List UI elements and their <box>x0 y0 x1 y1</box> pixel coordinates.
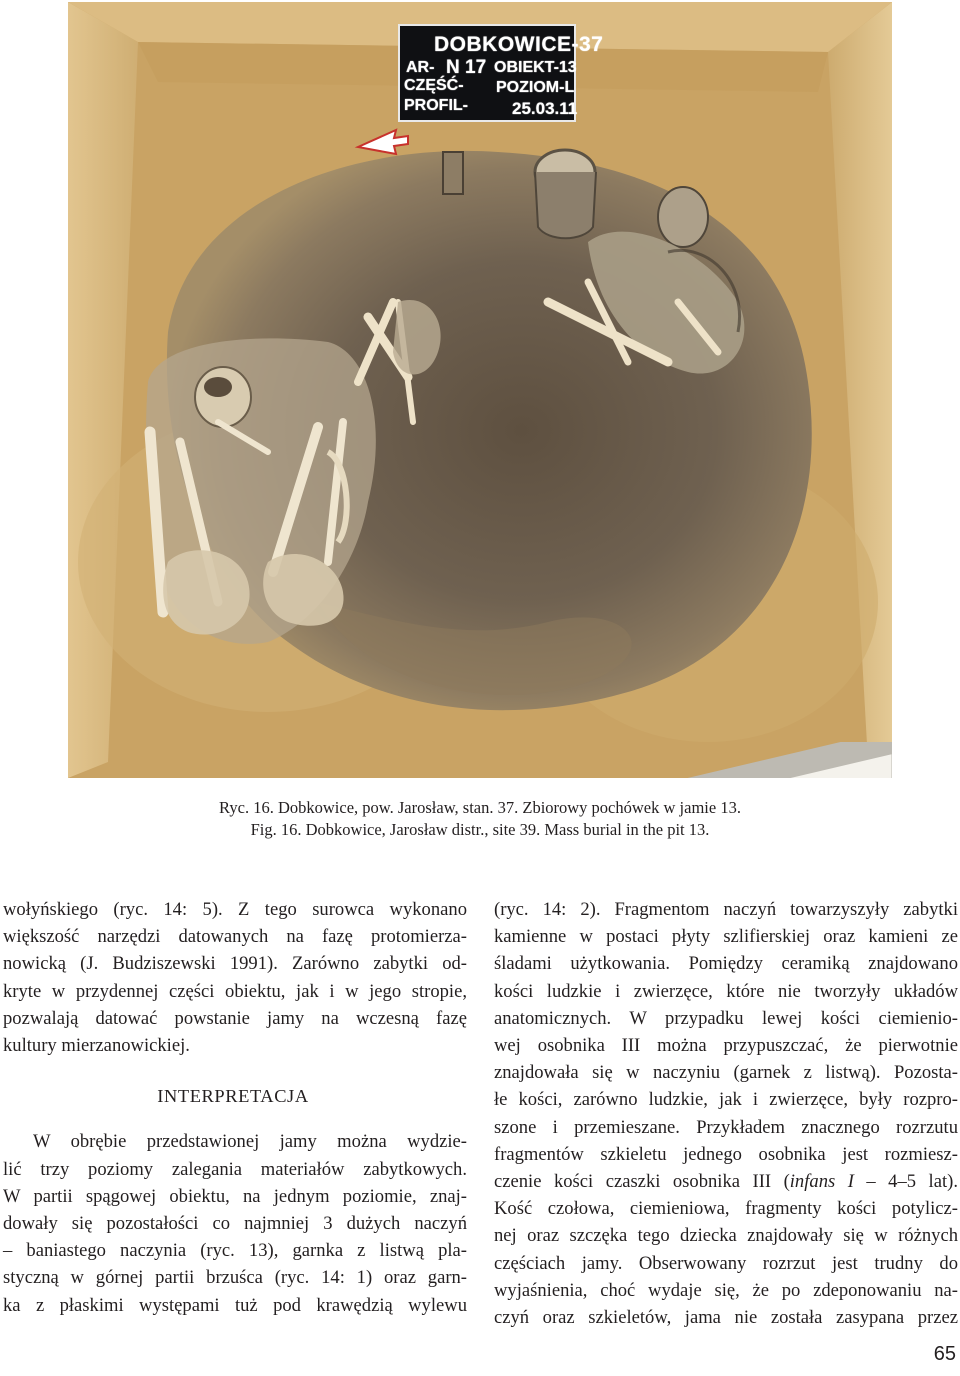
board-date: 25.03.11 <box>512 99 578 118</box>
figure-caption-polish: Ryc. 16. Dobkowice, pow. Jarosław, stan. 37. Zbiorowy pochówek w jamie 13. <box>219 798 741 817</box>
text-line: znajdowała się w naczyniu (garnek z listwą). Pozosta- <box>494 1062 958 1084</box>
text-line: fragmentów szkieletu jednego osobnika jest rozmiesz- <box>494 1143 958 1165</box>
text-line: pozwalają datować powstanie jamy na wczesną fazę <box>3 1007 467 1029</box>
text-segment: czenie kości czaszki osobnika III ( <box>494 1171 790 1193</box>
text-line: większość narzędzi datowanych na fazę protomierza- <box>3 926 467 948</box>
board-category: AR- <box>406 59 435 76</box>
page-number: 65 <box>933 1343 956 1365</box>
text-line: łe kości, zarówno ludzkie, jak i zwierzęce, były rozpro- <box>494 1089 958 1111</box>
text-line: kości ludzkie i zwierzęce, które nie tworzyły układów <box>494 980 958 1002</box>
text-line: wej osobnika III można przypuszczać, że pierwotnie <box>494 1035 958 1057</box>
text-column-right <box>494 896 958 1331</box>
text-line: styczną w górnej partii brzuśca (ryc. 14: 1) oraz garn- <box>3 1267 467 1289</box>
text-line: (ryc. 14: 2). Fragmentom naczyń towarzyszyły zabytki <box>494 899 958 920</box>
italic-term: infans I <box>789 1171 854 1193</box>
text-column-left <box>3 896 467 1319</box>
text-line: W obrębie przedstawionej jamy można wydzie- <box>33 1131 467 1153</box>
measuring-scale <box>68 742 892 778</box>
text-line: częściach jamy. Obserwowany rozrzut jest trudny do <box>494 1252 958 1274</box>
figure-caption-english: Fig. 16. Dobkowice, Jarosław distr., site 39. Mass burial in the pit 13. <box>250 820 710 839</box>
text-line: wołyńskiego (ryc. 14: 5). Z tego surowca wykonano <box>3 899 467 920</box>
excavation-photo <box>68 2 892 778</box>
text-segment: – 4–5 lat). <box>853 1171 958 1193</box>
text-line: – baniastego naczynia (ryc. 13), garnka z listwą pla- <box>3 1240 467 1262</box>
text-line: Kość czołowa, ciemieniowa, fragmenty kości potylicz- <box>494 1198 958 1220</box>
text-line: dowały się pozostałości co najmniej 3 dużych naczyń <box>3 1213 467 1235</box>
board-part: CZĘŚĆ- <box>404 77 464 94</box>
text-line: kultury mierzanowickiej. <box>3 1035 190 1057</box>
locality-board <box>398 24 604 122</box>
board-level: POZIOM-L <box>496 79 575 96</box>
text-line: ka z płaskimi występami tuż pod krawędzią wylewu <box>3 1294 467 1316</box>
text-line: nowicką (J. Budziszewski 1991). Zarówno zabytki od- <box>3 953 467 975</box>
text-line: lić trzy poziomy zalegania materiałów zabytkowych. <box>3 1158 467 1180</box>
text-line: wyjaśnienia, choć wydaje się, że po zdeponowaniu na- <box>494 1279 958 1301</box>
text-line: śladami użytkowania. Pomiędzy ceramiką znajdowano <box>494 953 958 975</box>
text-line: anatomicznych. W przypadku lewej kości ciemienio- <box>494 1007 958 1029</box>
text-line: czyń oraz szkieletów, jama nie została zasypana przez <box>494 1307 958 1329</box>
text-line: kamienne w postaci płyty szlifierskiej oraz kamieni ze <box>494 926 958 948</box>
text-line: kryte w przydennej części obiektu, jak i w jego stropie, <box>3 980 467 1002</box>
board-profile: PROFIL- <box>404 97 468 114</box>
board-number: N 17 <box>446 57 487 78</box>
text-line: szone i przemieszane. Przykładem znacznego rozrzutu <box>494 1116 958 1138</box>
board-object: OBIEKT-13 <box>494 59 577 76</box>
text-line-with-italic <box>494 1168 958 1195</box>
board-site: DOBKOWICE-37 <box>434 33 604 56</box>
text-line: nej oraz szczęka tego dziecka znajdowały się w różnych <box>494 1225 958 1247</box>
text-line: W partii spągowej obiektu, na jednym poziomie, znaj- <box>3 1185 467 1207</box>
section-heading: INTERPRETACJA <box>157 1086 309 1107</box>
